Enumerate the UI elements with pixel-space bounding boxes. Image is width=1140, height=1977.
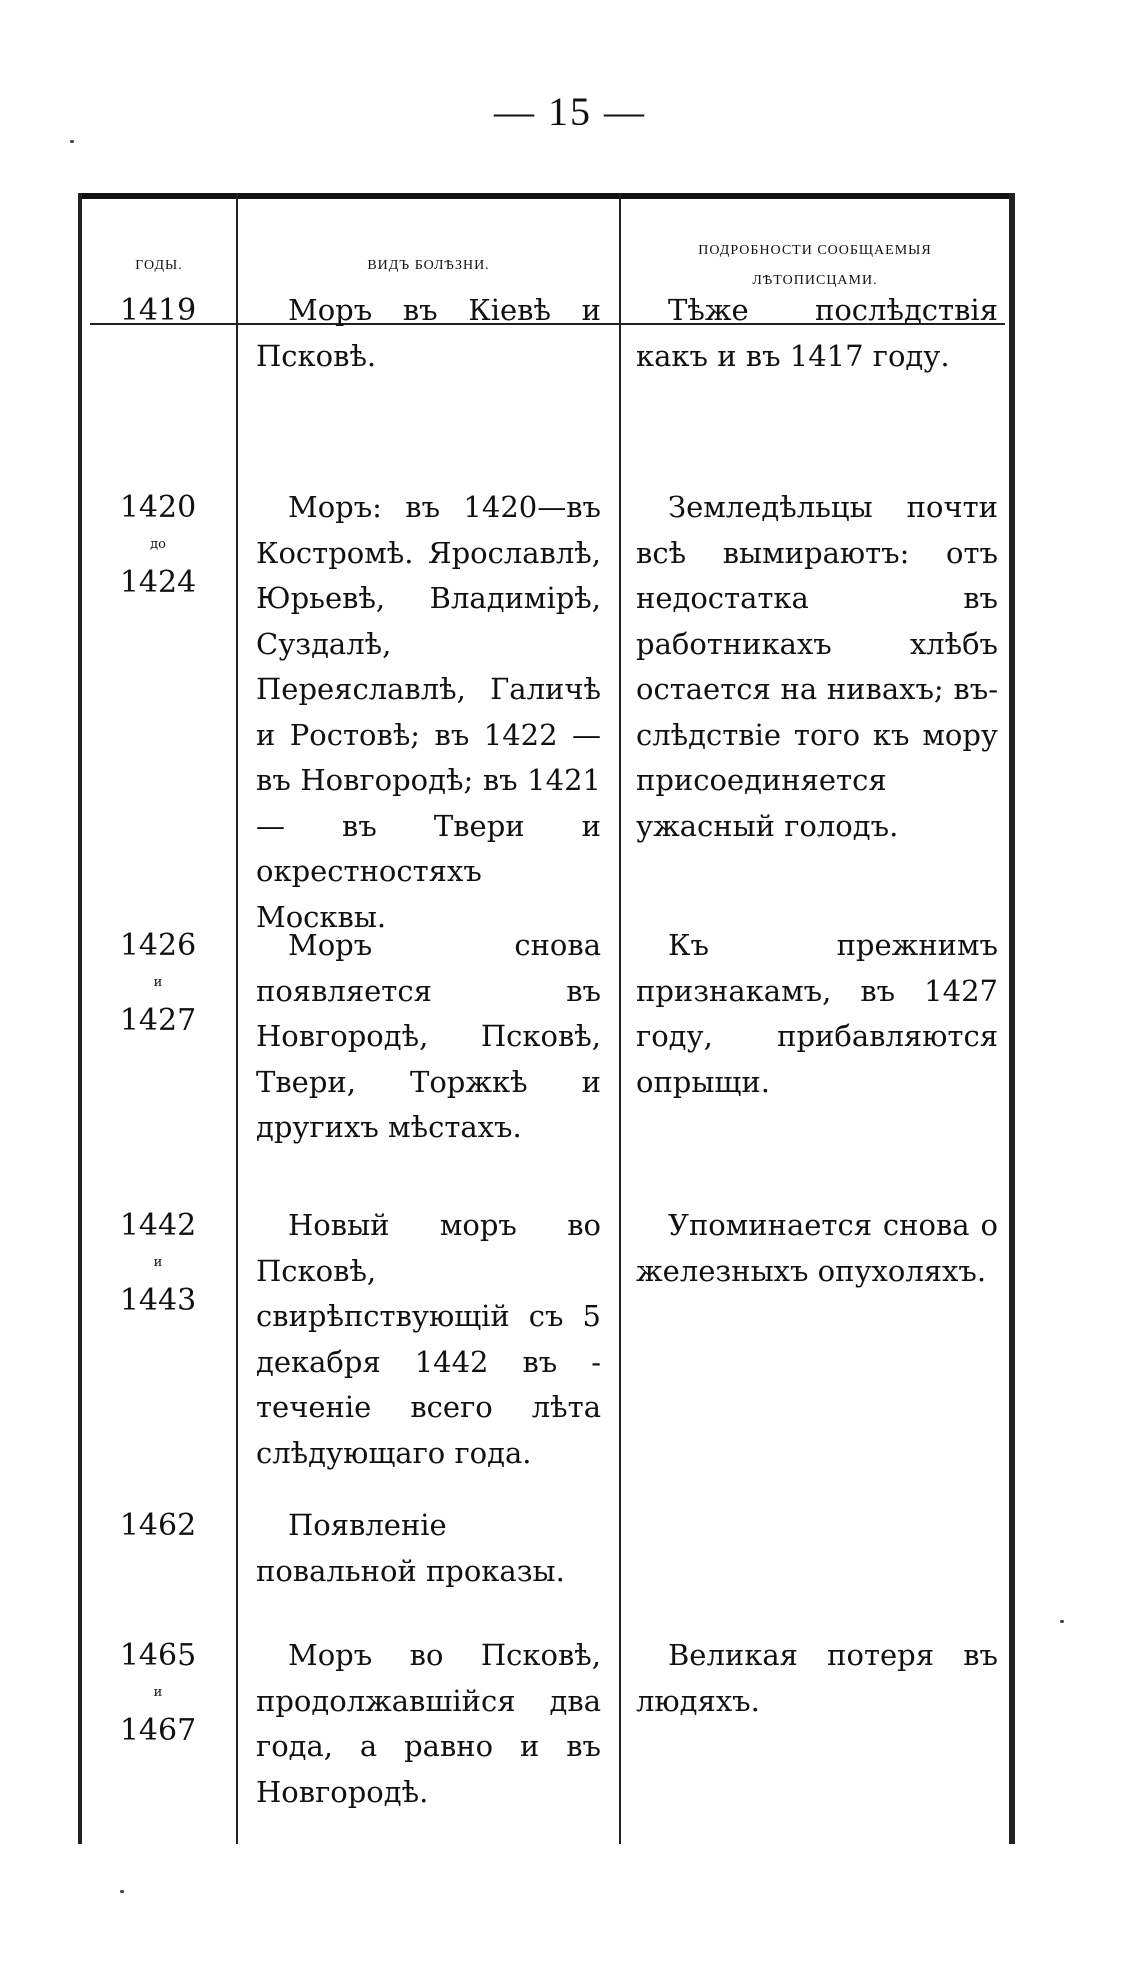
row-years	[88, 1203, 228, 1323]
table-right-border	[1009, 193, 1015, 1844]
page-number: — 15 —	[494, 89, 646, 134]
row-years	[88, 485, 228, 605]
row-details: Земледѣльцы почти всѣ вымираютъ: отъ недостатка въ работникахъ хлѣбъ остается на нивахъ; въ-слѣдствіе того къ мору присоединяется ужасный голодъ.	[636, 490, 998, 843]
year-start: 1442	[119, 1208, 197, 1243]
row-disease: Моръ въ Кіевѣ и Псковѣ.	[256, 293, 601, 373]
header-details: ПОДРОБНОСТИ СООБЩАЕМЫЯ ЛѢТОПИСЦАМИ.	[698, 243, 932, 288]
year-start: 1462	[119, 1508, 197, 1543]
print-speck	[70, 140, 74, 143]
year-start: 1465	[119, 1638, 197, 1673]
year-start: 1419	[119, 293, 197, 328]
row-years	[88, 923, 228, 1043]
table-left-border	[78, 193, 82, 1844]
row-details: Великая потеря въ людяхъ.	[636, 1638, 998, 1718]
chronicle-table	[78, 193, 1015, 1844]
row-disease: Моръ снова появляется въ Новгородѣ, Псковѣ, Твери, Торжкѣ и другихъ мѣстахъ.	[256, 928, 601, 1144]
year-end: 1443	[119, 1283, 197, 1318]
year-connector: до	[150, 537, 166, 552]
row-disease: Появленіе повальной проказы.	[256, 1508, 565, 1588]
row-disease: Новый моръ во Псковѣ, свирѣпствующій съ 5 декабря 1442 въ - теченіе всего лѣта слѣдующаго года.	[256, 1208, 601, 1470]
year-connector: и	[153, 1685, 163, 1700]
row-years	[88, 1633, 228, 1753]
row-disease: Моръ во Псковѣ, продолжавшійся два года, а равно и въ Новгородѣ.	[256, 1638, 601, 1809]
year-start: 1426	[119, 928, 197, 963]
year-start: 1420	[119, 490, 197, 525]
row-years	[88, 1503, 228, 1548]
year-end: 1427	[119, 1003, 197, 1038]
year-connector: и	[153, 975, 163, 990]
print-speck	[1060, 1620, 1064, 1623]
row-disease: Моръ: въ 1420—въ Костромѣ. Ярославлѣ, Юрьевѣ, Владимірѣ, Суздалѣ, Переяславлѣ, Галичѣ и Ростовѣ; въ 1422 — въ Новгородѣ; въ 1421 — въ Твери и окрестностяхъ Москвы.	[256, 490, 601, 934]
year-end: 1424	[119, 565, 197, 600]
row-details: Упоминается снова о железныхъ опухоляхъ.	[636, 1208, 998, 1288]
column-divider-1	[236, 193, 238, 1844]
table-top-rule	[78, 193, 1015, 199]
header-disease: ВИДЪ БОЛѢЗНИ.	[367, 258, 490, 273]
year-connector: и	[153, 1255, 163, 1270]
year-end: 1467	[119, 1713, 197, 1748]
column-divider-2	[619, 193, 621, 1844]
row-details: Къ прежнимъ признакамъ, въ 1427 году, прибавляются опрыщи.	[636, 928, 998, 1099]
row-details: Тѣже послѣдствія какъ и въ 1417 году.	[636, 293, 998, 373]
print-speck	[120, 1890, 124, 1893]
row-years	[88, 288, 228, 333]
header-years: ГОДЫ.	[135, 258, 183, 273]
